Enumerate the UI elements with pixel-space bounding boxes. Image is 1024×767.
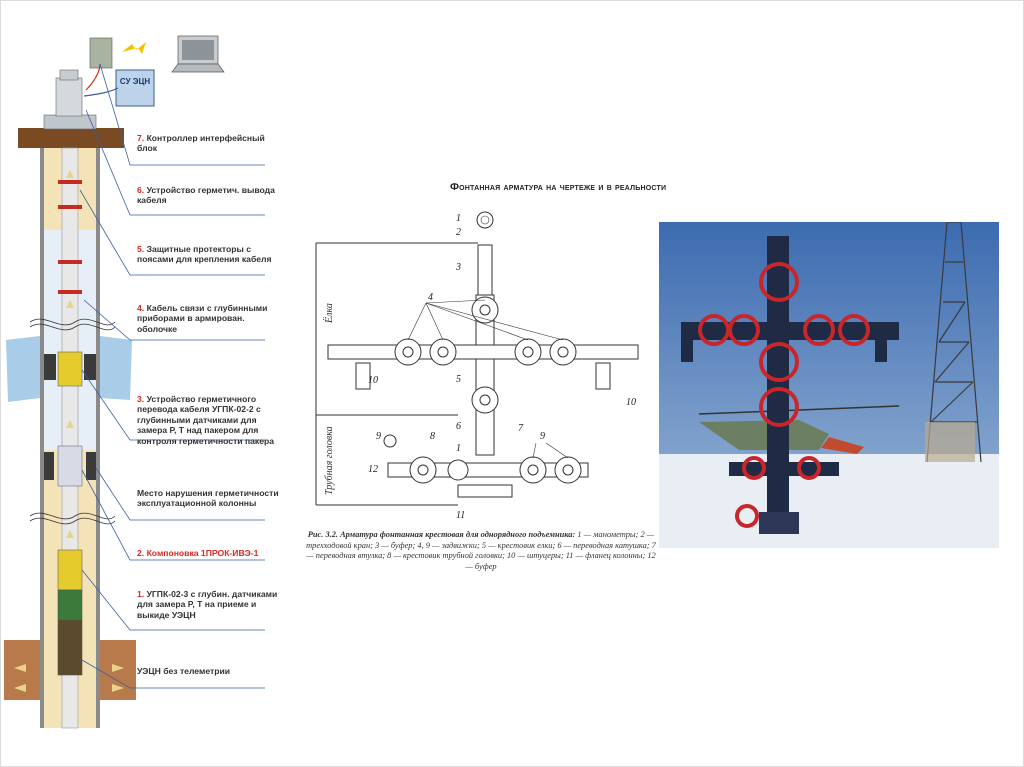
wellhead-base bbox=[44, 115, 96, 129]
callout-4 bbox=[137, 303, 287, 334]
christmas-tree-drawing bbox=[308, 205, 658, 525]
figure-caption bbox=[305, 530, 657, 572]
surface-flange bbox=[18, 128, 124, 148]
su-ecn-label: СУ ЭЦН bbox=[119, 77, 151, 86]
part-number: 1 bbox=[456, 443, 461, 454]
callout-number: 6. bbox=[137, 185, 145, 195]
callout-text: УГПК-02-3 с глубин. датчиками для замера Р, Т на приеме и выкиде УЭЦН bbox=[137, 589, 278, 620]
manometer-icon bbox=[477, 212, 493, 228]
wireless-signal-icon bbox=[122, 42, 146, 54]
page-title: Фонтанная арматура на чертеже и в реальности bbox=[450, 181, 667, 193]
smoke bbox=[925, 422, 975, 462]
part-number: 9 bbox=[540, 431, 545, 442]
buffer-3 bbox=[478, 245, 492, 295]
callout-leak bbox=[137, 488, 287, 509]
aquifer-left bbox=[6, 336, 40, 402]
callout-text: Кабель связи с глубинными приборами в армирован. оболочке bbox=[137, 303, 268, 334]
prok-ive-1-assembly bbox=[58, 446, 82, 486]
wellhead-body bbox=[56, 78, 82, 116]
callout-uecn bbox=[137, 666, 287, 676]
part-number: 11 bbox=[456, 510, 466, 521]
part-number: 10 bbox=[626, 397, 636, 408]
tree-base bbox=[759, 512, 799, 534]
label-tree: Ёлка bbox=[324, 303, 335, 323]
part-number: 4 bbox=[428, 292, 433, 303]
callout-text: Место нарушения герметичности эксплуатационной колонны bbox=[137, 488, 279, 509]
part-number: 6 bbox=[456, 421, 461, 432]
casing-wall-left bbox=[40, 148, 44, 728]
ugpk-02-3-device bbox=[58, 550, 82, 590]
callout-text: УЭЦН без телеметрии bbox=[137, 666, 231, 676]
wellhead-photo bbox=[659, 222, 999, 548]
upper-cross-line bbox=[328, 345, 638, 359]
casing-wall-right bbox=[96, 148, 100, 728]
leak-seal-right bbox=[86, 452, 96, 480]
callout-text: Компоновка 1ПРОК-ИВЭ-1 bbox=[146, 548, 259, 558]
label-tubing-head: Трубная головка bbox=[324, 426, 335, 495]
callout-3 bbox=[137, 394, 287, 446]
part-number: 10 bbox=[368, 375, 378, 386]
callout-number: 3. bbox=[137, 394, 145, 404]
part-number: 5 bbox=[456, 374, 461, 385]
laptop-keyboard bbox=[172, 64, 224, 72]
callout-number: 7. bbox=[137, 133, 145, 143]
callout-2 bbox=[137, 548, 287, 558]
part-number: 2 bbox=[456, 227, 461, 238]
aquifer-right bbox=[100, 336, 132, 400]
callout-5 bbox=[137, 244, 287, 265]
callout-number: 4. bbox=[137, 303, 145, 313]
callout-text: Защитные протекторы с поясами для крепления кабеля bbox=[137, 244, 272, 265]
callout-text: Контроллер интерфейсный блок bbox=[137, 133, 265, 154]
well-schematic bbox=[0, 0, 300, 767]
caption-body: 1 — манометры; 2 — трехходовой кран; 3 — буфер; 4, 9 — задвижки; 5 — крестовик елки; 6 — переводная катушка; 7 — переводная втулка; 8 — крестовик трубной головки; 10 — штуцеры; 11 — фланец колонны; 12 — буфер bbox=[306, 530, 656, 571]
column-flange bbox=[458, 485, 512, 497]
choke-right bbox=[596, 363, 610, 389]
caption-head: Рис. 3.2. Арматура фонтанная крестовая для однорядного подъемника: bbox=[307, 530, 576, 539]
wellhead-cap bbox=[60, 70, 78, 80]
pump-section bbox=[58, 590, 82, 620]
callout-text: Устройство герметич. вывода кабеля bbox=[137, 185, 275, 206]
part-number: 12 bbox=[368, 464, 378, 475]
part-number: 3 bbox=[456, 262, 461, 273]
manometer-lower-icon bbox=[384, 435, 396, 447]
laptop-display bbox=[182, 40, 214, 60]
part-number: 8 bbox=[430, 431, 435, 442]
packer-left bbox=[44, 354, 56, 380]
callout-number: 2. bbox=[137, 548, 145, 558]
controller-box bbox=[90, 38, 112, 68]
callout-7 bbox=[137, 133, 287, 154]
signal-cable bbox=[84, 88, 118, 96]
su-ecn-box bbox=[116, 70, 154, 106]
callout-text: Устройство герметичного перевода кабеля УГПК-02-2 с глубинными датчиками для замера Р, Т над пакером для контроля герметичности пакера bbox=[137, 394, 275, 446]
part-number: 1 bbox=[456, 213, 461, 224]
part-number: 7 bbox=[518, 423, 523, 434]
callout-6 bbox=[137, 185, 287, 206]
callout-1 bbox=[137, 589, 287, 620]
leak-seal-left bbox=[44, 452, 54, 480]
callout-number: 5. bbox=[137, 244, 145, 254]
callout-number: 1. bbox=[137, 589, 145, 599]
uecn-motor bbox=[58, 620, 82, 675]
ugpk-02-2-device bbox=[58, 352, 82, 386]
part-number: 9 bbox=[376, 431, 381, 442]
